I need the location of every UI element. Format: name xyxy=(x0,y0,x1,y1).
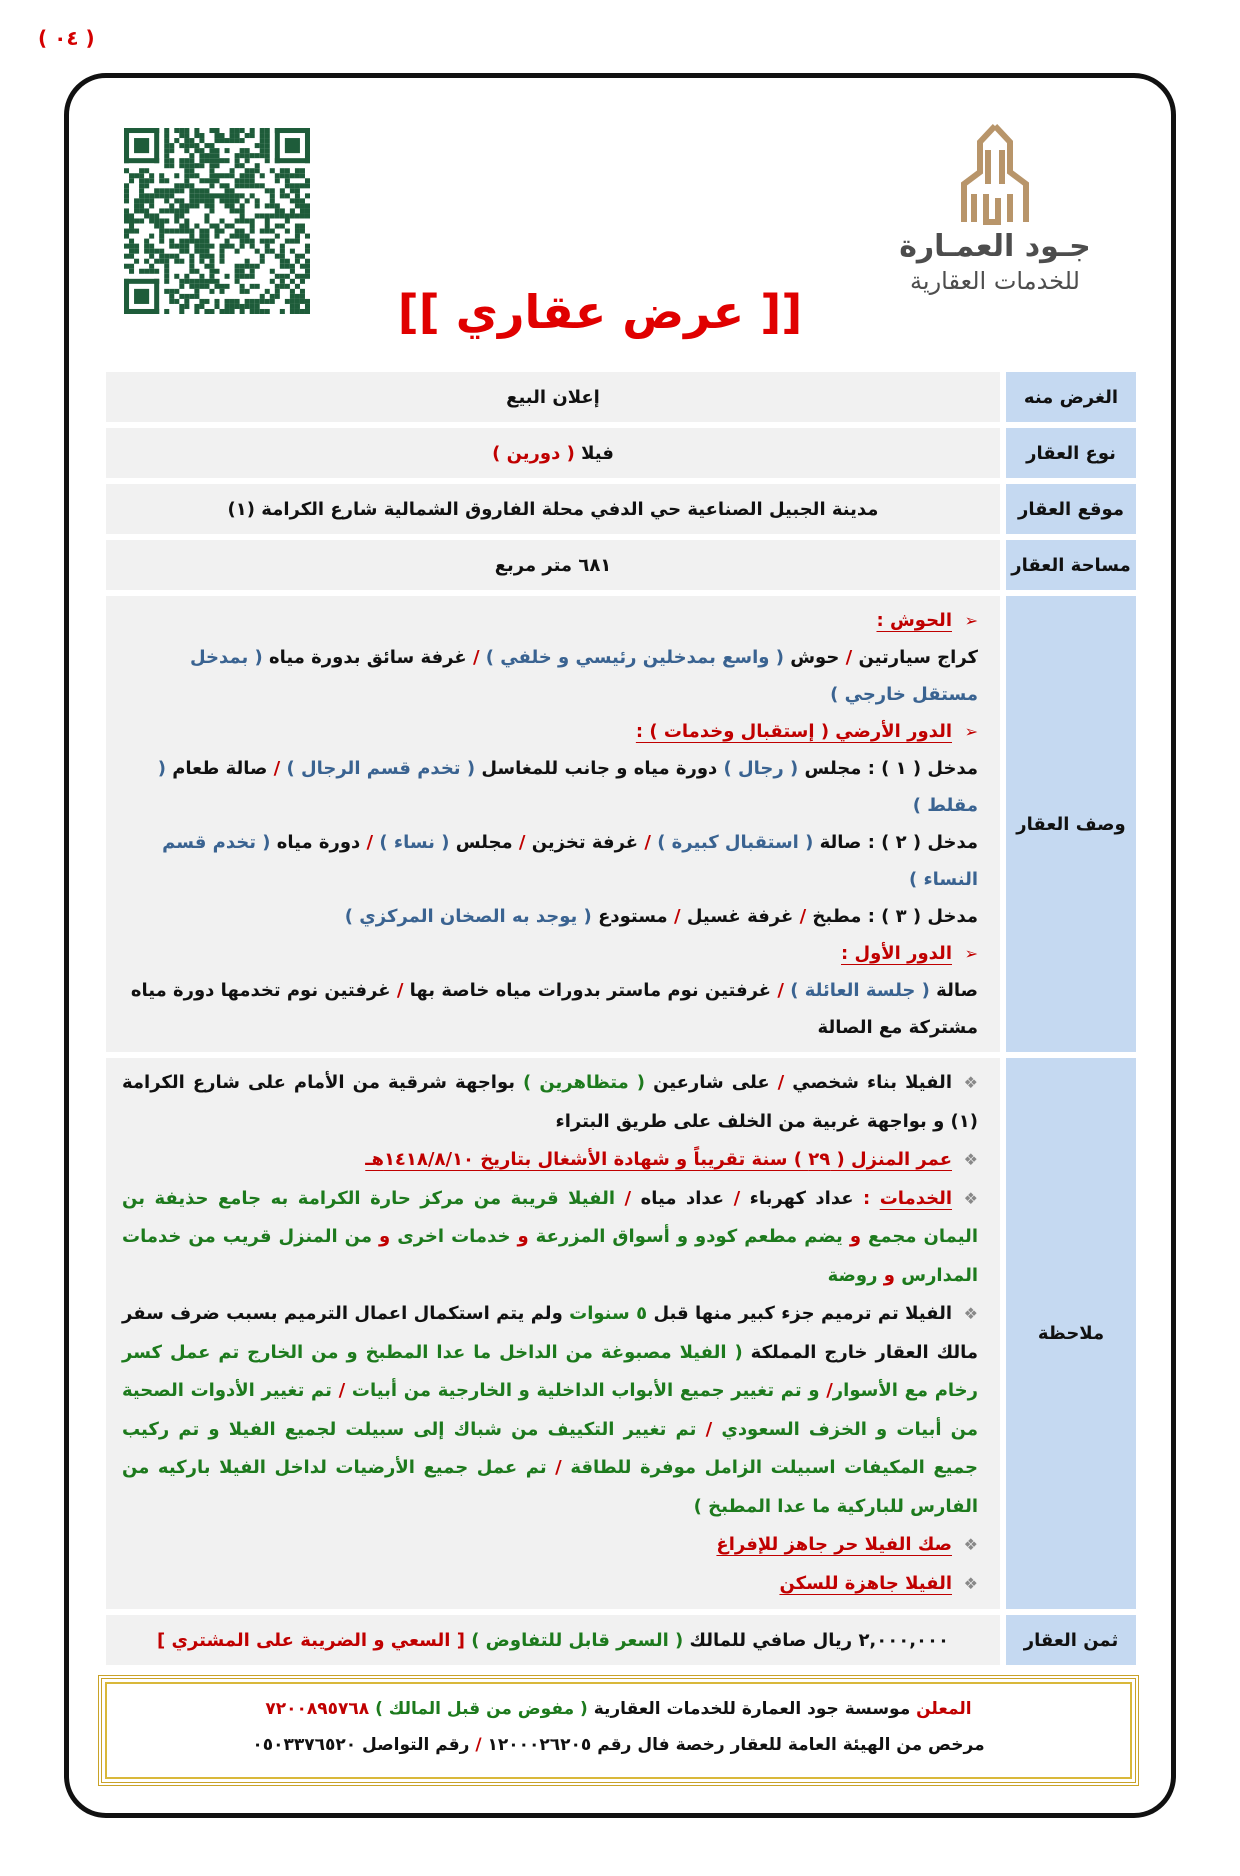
text-segment: ( دورين ) xyxy=(492,442,575,464)
logo-name: جـود العمـارة xyxy=(899,229,1091,264)
text-segment: غرفتين نوم ماستر بدورات مياه خاصة بها xyxy=(403,980,772,1001)
row-purpose xyxy=(106,372,1136,422)
text-segment: ( تخدم قسم النساء ) xyxy=(162,832,978,890)
note-item xyxy=(122,1295,978,1526)
text-segment: عداد كهرباء xyxy=(740,1187,854,1209)
value-area: ٦٨١ متر مربع xyxy=(106,540,1000,590)
arrow-bullet-icon: ➢ xyxy=(964,722,978,741)
text-segment: و xyxy=(372,1226,391,1247)
section-heading xyxy=(122,713,978,750)
text-segment: الفيلا بناء شخصي xyxy=(784,1072,952,1093)
diamond-bullet-icon: ❖ xyxy=(963,1150,978,1169)
text-segment: مدخل ( ٢ ) : صالة xyxy=(813,832,978,853)
text-segment: عمر المنزل ( ٢٩ ) سنة تقريباً و شهادة الأشغال بتاريخ ١٤١٨/٨/١٠هـ xyxy=(365,1149,952,1170)
text-segment: ( نساء ) xyxy=(373,832,450,853)
text-segment: / xyxy=(667,906,681,927)
text-segment: / xyxy=(390,980,404,1001)
text-segment: / xyxy=(839,647,853,668)
row-description xyxy=(106,596,1136,1052)
text-segment: تم عمل جميع الأرضيات لداخل الفيلا باركيه من الفارس للباركية ما عدا المطبخ ) xyxy=(122,1457,978,1517)
text-segment: / xyxy=(638,832,651,853)
text-segment: / xyxy=(696,1418,713,1440)
row-type xyxy=(106,428,1136,478)
label-notes: ملاحظة xyxy=(1000,1058,1136,1609)
row-area xyxy=(106,540,1136,590)
description-line xyxy=(122,898,978,935)
text-segment: تم تغيير التكييف من شباك إلى سبيلت لجميع الفيلا و تم ركيب جميع المكيفات اسبيلت الزامل موفرة للطاقة xyxy=(122,1418,979,1478)
text-segment: يضم مطعم كودو و أسواق المزرعة xyxy=(528,1226,843,1247)
text-segment: و xyxy=(877,1264,895,1286)
text-segment: ( تخدم قسم الرجال ) xyxy=(280,758,476,779)
company-logo xyxy=(850,122,1140,296)
text-segment: / xyxy=(769,1072,785,1093)
value-type xyxy=(106,428,1000,478)
text-segment: ( مفوض من قبل المالك ) xyxy=(369,1699,588,1719)
text-segment: / xyxy=(360,832,374,853)
text-segment: على شارعين xyxy=(645,1072,770,1093)
text-segment: فيلا xyxy=(574,442,614,464)
license-line xyxy=(102,1727,1135,1763)
text-segment: روضة xyxy=(827,1264,878,1286)
text-segment: / xyxy=(771,980,784,1001)
diamond-bullet-icon: ❖ xyxy=(963,1573,978,1593)
text-segment: الفيلا قريبة من مركز حارة الكرامة به جامع حذيفة بن اليمان مجمع xyxy=(122,1187,978,1247)
row-notes xyxy=(106,1058,1136,1609)
note-item xyxy=(122,1141,978,1180)
text-segment: الدور الأول : xyxy=(841,943,952,964)
arrow-bullet-icon: ➢ xyxy=(964,611,978,630)
text-segment: / xyxy=(546,1457,562,1478)
text-segment: / xyxy=(512,832,526,853)
text-segment: موسسة جود العمارة للخدمات العقارية xyxy=(587,1699,911,1719)
text-segment: ( بمدخل مستقل خارجي ) xyxy=(189,647,978,705)
text-segment: [ السعي و الضريبة على المشتري ] xyxy=(156,1629,465,1651)
note-item xyxy=(122,1064,978,1141)
text-segment: من المنزل قريب من خدمات المدارس xyxy=(122,1226,978,1286)
page-title: [[ عرض عقاري ]] xyxy=(397,285,803,339)
text-segment: ( رجال ) xyxy=(717,758,799,779)
text-segment: ( مقلط ) xyxy=(157,758,978,816)
text-segment: ( استقبال كبيرة ) xyxy=(650,832,814,853)
text-segment: الخدمات xyxy=(879,1187,953,1209)
diamond-bullet-icon: ❖ xyxy=(963,1073,978,1092)
text-segment: تم تغيير الأدوات الصحية من أبيات و الخزف السعودي xyxy=(122,1380,979,1440)
diamond-bullet-icon: ❖ xyxy=(963,1304,978,1323)
section-heading xyxy=(122,602,978,639)
text-segment: ولم يتم استكمال اعمال الترميم بسبب ضرف سفر مالك العقار خارج المملكة xyxy=(122,1303,979,1363)
row-price xyxy=(106,1615,1136,1665)
label-purpose: الغرض منه xyxy=(1000,372,1136,422)
text-segment: الدور الأرضي ( إستقبال وخدمات ) : xyxy=(635,721,952,742)
label-price: ثمن العقار xyxy=(1000,1615,1136,1665)
text-segment: صك الفيلا حر جاهز للإفراغ xyxy=(716,1534,952,1555)
arrow-bullet-icon: ➢ xyxy=(964,944,978,963)
text-segment: ( السعر قابل للتفاوض ) xyxy=(464,1629,684,1651)
text-segment: / xyxy=(466,647,480,668)
value-price xyxy=(106,1615,1000,1665)
text-segment: / xyxy=(331,1380,346,1401)
value-description xyxy=(106,596,1000,1052)
text-segment: غرفة تخزين xyxy=(525,832,639,853)
value-notes xyxy=(106,1058,1000,1609)
label-area: مساحة العقار xyxy=(1000,540,1136,590)
text-segment: مدخل ( ٣ ) : مطبخ xyxy=(806,906,978,927)
text-segment: مجلس xyxy=(449,832,513,853)
text-segment: / xyxy=(724,1187,741,1209)
description-line xyxy=(122,639,978,713)
text-segment: حوش xyxy=(783,647,840,668)
text-segment: ( جلسة العائلة ) xyxy=(783,980,930,1001)
note-item xyxy=(122,1565,978,1604)
text-segment: غرفتين نوم تخدمها دورة مياه مشتركة مع الصالة xyxy=(130,980,978,1038)
text-segment: / xyxy=(469,1735,482,1755)
value-location: مدينة الجبيل الصناعية حي الدفي محلة الفاروق الشمالية شارع الكرامة (١) xyxy=(106,484,1000,534)
text-segment: رقم التواصل ٠٥٠٣٣٧٦٥٢٠ xyxy=(252,1735,470,1755)
text-segment: و تم تغيير جميع الأبواب الداخلية و الخارجية من أبيات xyxy=(345,1380,820,1401)
text-segment: / xyxy=(615,1187,632,1209)
text-segment: غرفة غسيل xyxy=(680,906,794,927)
description-line xyxy=(122,972,978,1046)
text-segment: / xyxy=(819,1380,833,1401)
text-segment: / xyxy=(793,906,807,927)
text-segment: صالة طعام xyxy=(165,758,268,779)
building-logo-icon xyxy=(950,122,1040,226)
text-segment: مدخل ( ١ ) : مجلس xyxy=(798,758,978,779)
diamond-bullet-icon: ❖ xyxy=(963,1535,978,1554)
label-type: نوع العقار xyxy=(1000,428,1136,478)
text-segment: ٢,٠٠٠,٠٠٠ ريال صافي للمالك xyxy=(683,1629,950,1651)
text-segment: ( يوجد به الصخان المركزي ) xyxy=(344,906,592,927)
row-location xyxy=(106,484,1136,534)
text-segment: مستودع xyxy=(591,906,668,927)
text-segment: غرفة سائق بدورة مياه xyxy=(262,647,467,668)
qr-code[interactable] xyxy=(123,128,311,314)
value-purpose: إعلان البيع xyxy=(106,372,1000,422)
text-segment: كراج سيارتين xyxy=(852,647,978,668)
diamond-bullet-icon: ❖ xyxy=(963,1188,979,1208)
text-segment: ٧٢٠٠٨٩٥٧٦٨ xyxy=(265,1699,370,1719)
page-content xyxy=(98,366,1139,1786)
property-table xyxy=(106,366,1136,1671)
text-segment: و xyxy=(510,1226,529,1247)
text-segment: ( الفيلا مصبوغة من الداخل ما عدا المطبخ و من الخارج تم عمل كسر رخام مع الأسوار xyxy=(122,1341,978,1401)
text-segment: بواجهة شرقية من الأمام على شارع الكرامة (١) و بواجهة غربية من الخلف على طريق البتراء xyxy=(122,1072,978,1132)
text-segment: ( متظاهرين ) xyxy=(515,1072,646,1093)
text-segment: ( واسع بمدخلين رئيسي و خلفي ) xyxy=(479,647,784,668)
section-heading xyxy=(122,935,978,972)
advertiser-line xyxy=(102,1691,1135,1727)
logo-subtitle: للخدمات العقارية xyxy=(910,267,1080,295)
text-segment: الفيلا تم ترميم جزء كبير منها قبل xyxy=(647,1303,952,1324)
note-item xyxy=(122,1180,978,1296)
description-line xyxy=(122,750,978,824)
label-location: موقع العقار xyxy=(1000,484,1136,534)
text-segment: المعلن xyxy=(910,1699,972,1719)
text-segment: ٥ سنوات xyxy=(562,1303,648,1324)
text-segment: / xyxy=(267,758,281,779)
advertiser-box xyxy=(98,1675,1139,1786)
text-segment: : xyxy=(853,1187,880,1209)
page-number: ( ٠٤ ) xyxy=(38,26,95,50)
text-segment: دورة مياه و جانب للمغاسل xyxy=(475,758,718,779)
text-segment: خدمات اخرى xyxy=(390,1226,511,1247)
label-description: وصف العقار xyxy=(1000,596,1136,1052)
text-segment: و xyxy=(842,1226,862,1247)
description-line xyxy=(122,824,978,898)
note-item xyxy=(122,1526,978,1565)
text-segment: دورة مياه xyxy=(270,832,361,853)
text-segment: عداد مياه xyxy=(631,1187,725,1209)
text-segment: الحوش : xyxy=(876,610,952,631)
text-segment: مرخص من الهيئة العامة للعقار رخصة فال رقم ١٢٠٠٠٢٦٢٠٥ xyxy=(481,1735,985,1755)
text-segment: صالة xyxy=(929,980,978,1001)
text-segment: الفيلا جاهزة للسكن xyxy=(779,1572,952,1594)
